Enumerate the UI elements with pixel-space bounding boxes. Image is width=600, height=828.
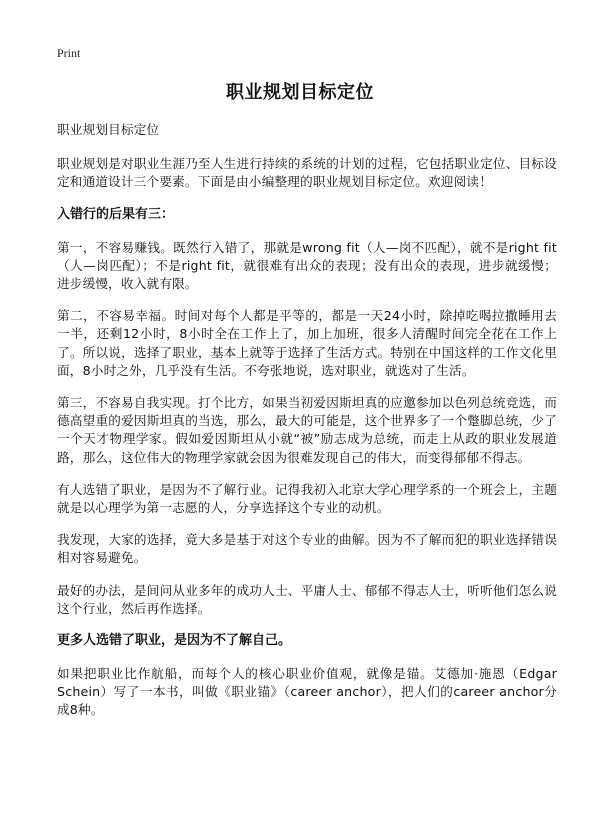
paragraph-misunderstanding: 我发现，大家的选择，竟大多是基于对这个专业的曲解。因为不了解而犯的职业选择错误相对容易避免。 — [57, 532, 557, 566]
intro-paragraph: 职业规划是对职业生涯乃至人生进行持续的系统的计划的过程，它包括职业定位、目标设定和通道设计三个要素。下面是由小编整理的职业规划目标定位。欢迎阅读！ — [57, 156, 557, 190]
paragraph-career-anchor: 如果把职业比作航船，而每个人的核心职业价值观，就像是锚。艾德加·施恩（Edgar Schein）写了一本书，叫做《职业锚》（career anchor），把人们的career anchor分成8种。 — [57, 666, 557, 718]
paragraph-second-consequence: 第二，不容易幸福。时间对每个人都是平等的，都是一天24小时，除掉吃喝拉撒睡用去一半，还剩12小时，8小时全在工作上了，加上加班，很多人清醒时间完全花在工作上了。所以说，选择了职业，基本上就等于选择了生活方式。特别在中国这样的工作文化里面，8小时之外，几乎没有生活。不夸张地说，选对职业，就选对了生活。 — [57, 308, 557, 378]
print-link[interactable]: Print — [57, 46, 81, 60]
paragraph-third-consequence: 第三，不容易自我实现。打个比方，如果当初爱因斯坦真的应邀参加以色列总统竞选，而德高望重的爱因斯坦真的当选，那么，最大的可能是，这个世界多了一个蹩脚总统，少了一个天才物理学家。假如爱因斯坦从小就“被”励志成为总统，而走上从政的职业发展道路，那么，这位伟大的物理学家就会因为很难发现自己的伟大，而变得郁郁不得志。 — [57, 395, 557, 465]
article-body — [57, 121, 557, 734]
paragraph-first-consequence: 第一，不容易赚钱。既然行入错了，那就是wrong fit（人—岗不匹配），就不是right fit（人—岗匹配）；不是right fit，就很难有出众的表现；没有出众的表现，进步就缓慢；进步缓慢，收入就有限。 — [57, 239, 557, 292]
paragraph-industry: 有人选错了职业，是因为不了解行业。记得我初入北京大学心理学系的一个班会上，主题就是以心理学为第一志愿的人，分享选择这个专业的动机。 — [57, 481, 557, 516]
section-heading-consequences: 入错行的后果有三： — [57, 206, 175, 222]
paragraph-best-method: 最好的办法，是间问从业多年的成功人士、平庸人士、郁郁不得志人士，听听他们怎么说这个行业，然后再作选择。 — [57, 582, 557, 616]
page-title: 职业规划目标定位 — [226, 82, 374, 103]
subtitle: 职业规划目标定位 — [57, 122, 160, 137]
section-heading-self: 更多人选错了职业，是因为不了解自己。 — [57, 633, 292, 649]
